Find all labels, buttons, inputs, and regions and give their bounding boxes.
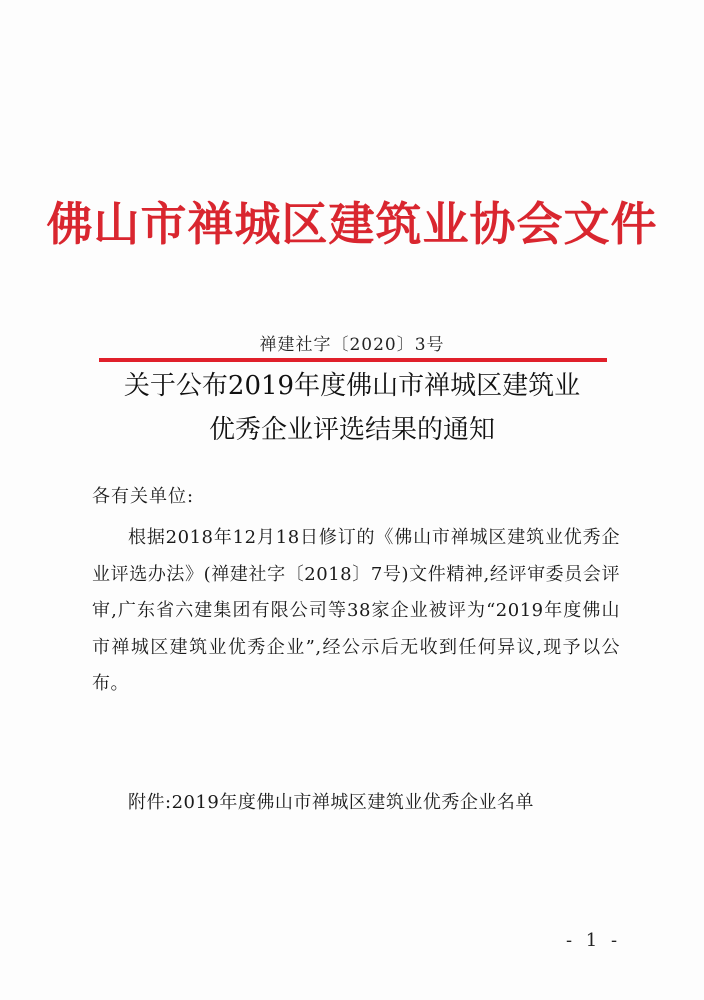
page-number: - 1 - (566, 930, 622, 951)
document-number: 禅建社字〔2020〕3号 (259, 335, 445, 355)
notice-body-paragraph: 根据2018年12月18日修订的《佛山市禅城区建筑业优秀企业评选办法》(禅建社字〔2018〕7号)文件精神,经评审委员会评审,广东省六建集团有限公司等38家企业被评为“2019年度佛山市禅城区建筑业优秀企业”,经公示后无收到任何异议,现予以公布。 (92, 527, 620, 694)
notice-title-line-1: 关于公布2019年度佛山市禅城区建筑业 (123, 371, 581, 401)
red-separator-line (99, 358, 607, 362)
attachment-line: 附件:2019年度佛山市禅城区建筑业优秀企业名单 (128, 792, 534, 813)
notice-title-line-2: 优秀企业评选结果的通知 (208, 415, 495, 445)
salutation: 各有关单位: (92, 486, 195, 507)
issuing-authority-header: 佛山市禅城区建筑业协会文件 (46, 197, 658, 251)
